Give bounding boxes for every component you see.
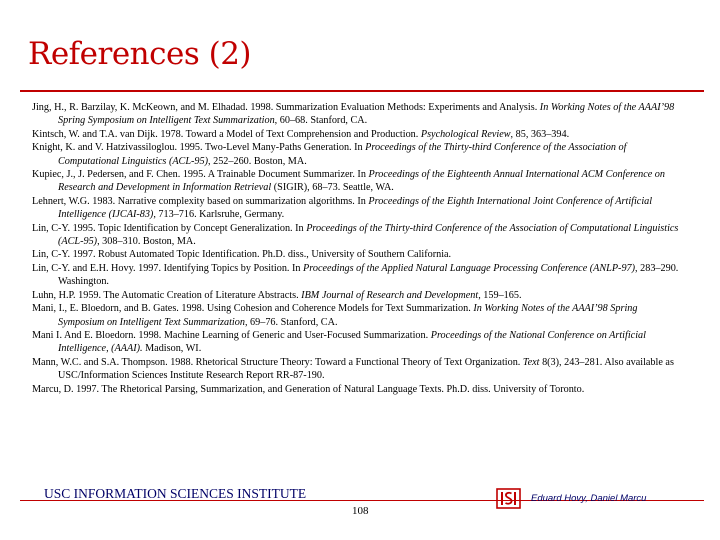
reference-source: Proceedings of the National Conference on Artificial Intelligence, (AAAI).	[58, 329, 646, 355]
reference-item	[32, 248, 682, 261]
reference-item	[32, 141, 682, 168]
reference-details: (SIGIR), 68–73. Seattle, WA.	[271, 182, 394, 194]
reference-item	[32, 289, 682, 302]
reference-item	[32, 128, 682, 141]
reference-source: Proceedings of the Thirty-third Conference of the Association of Computational Linguistics (ACL-95)	[58, 222, 679, 248]
reference-text: Lehnert, W.G. 1983. Narrative complexity based on summarization algorithms. In	[32, 195, 369, 207]
reference-details: , 283–290. Washington.	[58, 262, 679, 288]
reference-item	[32, 302, 682, 329]
reference-item	[32, 356, 682, 383]
reference-details: , 308–310. Boston, MA.	[97, 236, 196, 248]
reference-details: Madison, WI.	[142, 343, 202, 355]
slide-title: References (2)	[28, 36, 252, 72]
reference-text: Marcu, D. 1997. The Rhetorical Parsing, Summarization, and Generation of Natural Language Texts. Ph.D. diss. University of Toronto.	[32, 383, 585, 395]
page-number: 108	[352, 505, 369, 517]
reference-details: , 85, 363–394.	[510, 128, 570, 140]
reference-item	[32, 222, 682, 249]
reference-details: , 252–260. Boston, MA.	[208, 155, 307, 167]
reference-text: Knight, K. and V. Hatzivassiloglou. 1995. Two-Level Many-Paths Generation. In	[32, 142, 366, 154]
isi-logo-icon	[496, 488, 521, 509]
reference-source: Proceedings of the Thirty-third Conference of the Association of Computational Linguistics (ACL-95)	[58, 142, 627, 167]
reference-source: Text	[522, 356, 540, 368]
reference-details: , 159–165.	[478, 289, 522, 301]
reference-item	[32, 383, 682, 396]
reference-text: Lin, C-Y. and E.H. Hovy. 1997. Identifying Topics by Position. In	[32, 262, 304, 274]
reference-details: , 60–68. Stanford, CA.	[274, 115, 368, 127]
reference-details: 8(3), 243–281. Also available as USC/Information Sciences Institute Research Report RR-87-190.	[58, 356, 674, 382]
reference-item	[32, 195, 682, 222]
institute-name: USC INFORMATION SCIENCES INSTITUTE	[44, 486, 307, 501]
reference-text: Mani, I., E. Bloedorn, and B. Gates. 1998. Using Cohesion and Coherence Models for Text Summarization.	[32, 303, 474, 315]
slide-authors: Eduard Hovy, Daniel Marcu	[531, 493, 647, 504]
reference-item	[32, 262, 682, 289]
reference-source: In Working Notes of the AAAI’98 Spring Symposium on Intelligent Text Summarization	[58, 102, 675, 127]
reference-text: Luhn, H.P. 1959. The Automatic Creation of Literature Abstracts.	[32, 289, 302, 301]
reference-source: Proceedings of the Eighteenth Annual International ACM Conference on Research and Development in Information Retrieval	[58, 169, 665, 194]
reference-source: In Working Notes of the AAAI’98 Spring Symposium on Intelligent Text Summarization	[58, 303, 638, 328]
reference-text: Lin, C-Y. 1995. Topic Identification by Concept Generalization. In	[32, 222, 307, 234]
reference-item	[32, 329, 682, 356]
reference-item	[32, 168, 682, 195]
reference-details: , 713–716. Karlsruhe, Germany.	[153, 209, 285, 221]
reference-item	[32, 101, 682, 128]
title-divider	[20, 90, 704, 92]
reference-text: Kupiec, J., J. Pedersen, and F. Chen. 1995. A Trainable Document Summarizer. In	[32, 169, 369, 181]
reference-source: IBM Journal of Research and Development	[301, 289, 479, 301]
reference-details: , 69–76. Stanford, CA.	[244, 316, 338, 328]
reference-source: Proceedings of the Applied Natural Language Processing Conference (ANLP-97)	[303, 262, 636, 274]
reference-source: Proceedings of the Eighth International Joint Conference of Artificial Intelligence (IJCAI-83)	[58, 195, 653, 221]
reference-text: Jing, H., R. Barzilay, K. McKeown, and M. Elhadad. 1998. Summarization Evaluation Methods: Experiments and Analysis.	[32, 102, 540, 113]
reference-text: Mani I. And E. Bloedorn. 1998. Machine Learning of Generic and User-Focused Summarization.	[32, 329, 431, 341]
reference-text: Kintsch, W. and T.A. van Dijk. 1978. Toward a Model of Text Comprehension and Production.	[32, 128, 421, 140]
reference-text: Mann, W.C. and S.A. Thompson. 1988. Rhetorical Structure Theory: Toward a Functional Theory of Text Organization.	[32, 356, 523, 368]
reference-text: Lin, C-Y. 1997. Robust Automated Topic Identification. Ph.D. diss., University of Southern California.	[32, 249, 452, 261]
reference-list	[32, 101, 682, 396]
reference-source: Psychological Review	[420, 128, 511, 140]
